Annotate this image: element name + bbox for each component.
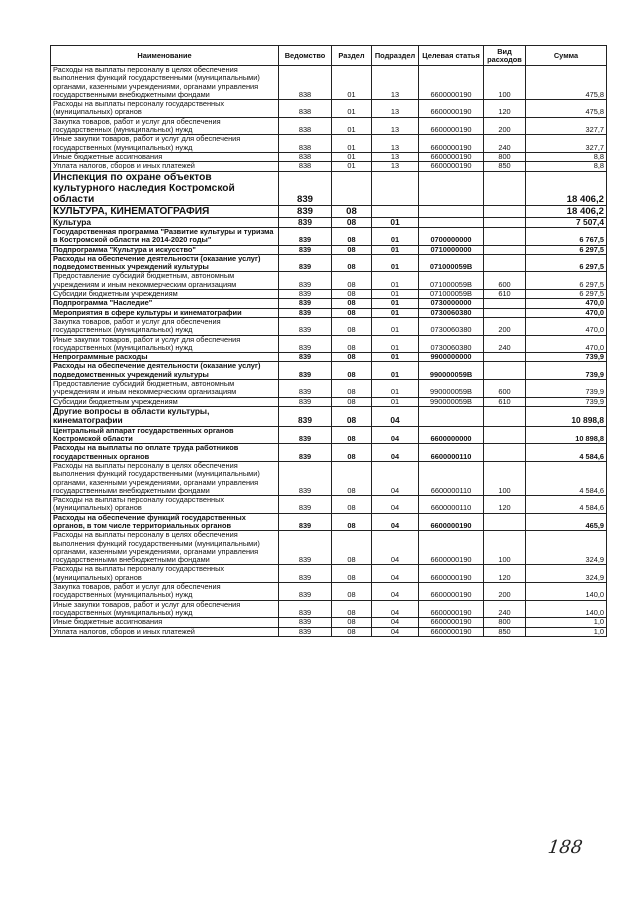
table-row (51, 406, 607, 426)
table-row (51, 380, 607, 398)
row-target-article: 6600000000 (419, 426, 484, 444)
row-podrazdel: 04 (372, 531, 419, 565)
row-target-article: 9900000000 (419, 353, 484, 362)
row-target-article: 6600000190 (419, 618, 484, 627)
row-expense-type (484, 513, 526, 531)
row-name: Мероприятия в сфере культуры и кинематографии (51, 308, 279, 317)
row-vedomstvo: 839 (279, 245, 332, 254)
table-row (51, 513, 607, 531)
table-row (51, 245, 607, 254)
row-razdel: 08 (332, 308, 372, 317)
row-razdel: 01 (332, 135, 372, 153)
row-podrazdel: 04 (372, 565, 419, 583)
row-expense-type: 100 (484, 461, 526, 495)
table-row (51, 299, 607, 308)
row-razdel: 08 (332, 496, 372, 514)
row-target-article: 0700000000 (419, 227, 484, 245)
row-podrazdel (372, 205, 419, 217)
row-target-article: 6600000190 (419, 627, 484, 636)
row-podrazdel: 01 (372, 272, 419, 290)
row-amount: 1,0 (526, 627, 607, 636)
header-amount: Сумма (526, 46, 607, 66)
row-expense-type: 850 (484, 627, 526, 636)
row-expense-type: 120 (484, 496, 526, 514)
row-podrazdel: 04 (372, 496, 419, 514)
row-expense-type: 240 (484, 135, 526, 153)
table-row (51, 335, 607, 353)
row-name: Иные закупки товаров, работ и услуг для обеспечения государственных (муниципальных) нужд (51, 135, 279, 153)
row-amount: 324,9 (526, 565, 607, 583)
row-target-article (419, 406, 484, 426)
table-row (51, 272, 607, 290)
row-razdel: 08 (332, 290, 372, 299)
row-razdel: 01 (332, 162, 372, 171)
row-expense-type: 610 (484, 290, 526, 299)
row-vedomstvo: 839 (279, 618, 332, 627)
row-amount: 1,0 (526, 618, 607, 627)
row-razdel: 08 (332, 513, 372, 531)
row-expense-type (484, 171, 526, 205)
row-podrazdel: 01 (372, 317, 419, 335)
row-podrazdel (372, 171, 419, 205)
row-name: Государственная программа "Развитие культуры и туризма в Костромской области на 2014-2020 годы" (51, 227, 279, 245)
row-vedomstvo: 839 (279, 600, 332, 618)
row-vedomstvo: 839 (279, 406, 332, 426)
row-name: Предоставление субсидий бюджетным, автономным учреждениям и иным некоммерческим организациям (51, 272, 279, 290)
row-name: Иные бюджетные ассигнования (51, 618, 279, 627)
row-amount: 140,0 (526, 583, 607, 601)
row-amount: 470,0 (526, 317, 607, 335)
row-vedomstvo: 838 (279, 152, 332, 161)
table-row (51, 162, 607, 171)
row-expense-type: 600 (484, 380, 526, 398)
row-amount: 18 406,2 (526, 205, 607, 217)
row-target-article (419, 217, 484, 227)
row-amount: 739,9 (526, 362, 607, 380)
row-target-article: 990000059В (419, 380, 484, 398)
table-row (51, 171, 607, 205)
row-podrazdel: 01 (372, 254, 419, 272)
row-target-article: 0710000000 (419, 245, 484, 254)
row-amount: 6 297,5 (526, 290, 607, 299)
row-razdel: 08 (332, 600, 372, 618)
row-podrazdel: 01 (372, 308, 419, 317)
row-razdel: 08 (332, 380, 372, 398)
row-vedomstvo: 838 (279, 66, 332, 100)
table-row (51, 461, 607, 495)
row-name: Закупка товаров, работ и услуг для обеспечения государственных (муниципальных) нужд (51, 583, 279, 601)
row-target-article: 0730060380 (419, 335, 484, 353)
table-row (51, 117, 607, 135)
table-row (51, 217, 607, 227)
row-amount: 6 767,5 (526, 227, 607, 245)
row-razdel: 08 (332, 205, 372, 217)
row-expense-type (484, 217, 526, 227)
table-row (51, 426, 607, 444)
row-razdel: 08 (332, 272, 372, 290)
table-row (51, 444, 607, 462)
row-vedomstvo: 839 (279, 308, 332, 317)
row-amount: 4 584,6 (526, 496, 607, 514)
row-vedomstvo: 839 (279, 444, 332, 462)
row-podrazdel: 01 (372, 245, 419, 254)
row-podrazdel: 01 (372, 290, 419, 299)
page-number: 188 (546, 837, 584, 858)
row-amount: 6 297,5 (526, 272, 607, 290)
row-razdel: 08 (332, 531, 372, 565)
row-expense-type (484, 245, 526, 254)
row-name: Непрограммные расходы (51, 353, 279, 362)
row-target-article: 6600000110 (419, 461, 484, 495)
table-row (51, 205, 607, 217)
table-row (51, 496, 607, 514)
row-vedomstvo: 838 (279, 162, 332, 171)
row-amount: 327,7 (526, 135, 607, 153)
row-amount: 324,9 (526, 531, 607, 565)
row-expense-type: 800 (484, 152, 526, 161)
row-amount: 8,8 (526, 162, 607, 171)
row-target-article: 6600000190 (419, 531, 484, 565)
row-podrazdel: 13 (372, 66, 419, 100)
row-razdel: 08 (332, 406, 372, 426)
row-amount: 10 898,8 (526, 426, 607, 444)
row-target-article: 6600000190 (419, 152, 484, 161)
header-name: Наименование (51, 46, 279, 66)
row-podrazdel: 13 (372, 100, 419, 118)
row-razdel: 08 (332, 362, 372, 380)
table-row (51, 135, 607, 153)
row-name: Подпрограмма "Культура и искусство" (51, 245, 279, 254)
table-row (51, 618, 607, 627)
row-expense-type (484, 227, 526, 245)
row-razdel: 08 (332, 565, 372, 583)
row-target-article: 6600000190 (419, 162, 484, 171)
row-razdel: 08 (332, 353, 372, 362)
row-podrazdel: 01 (372, 217, 419, 227)
row-name: Иные бюджетные ассигнования (51, 152, 279, 161)
row-expense-type (484, 308, 526, 317)
table-row (51, 565, 607, 583)
row-podrazdel: 04 (372, 444, 419, 462)
row-target-article: 0730000000 (419, 299, 484, 308)
row-vedomstvo: 839 (279, 426, 332, 444)
row-podrazdel: 04 (372, 406, 419, 426)
table-row (51, 531, 607, 565)
row-razdel: 08 (332, 618, 372, 627)
row-razdel: 08 (332, 444, 372, 462)
row-razdel: 08 (332, 426, 372, 444)
header-podrazdel: Подраздел (372, 46, 419, 66)
row-podrazdel: 01 (372, 353, 419, 362)
row-amount: 140,0 (526, 600, 607, 618)
table-row (51, 397, 607, 406)
row-podrazdel: 04 (372, 461, 419, 495)
row-podrazdel: 13 (372, 162, 419, 171)
row-name: Закупка товаров, работ и услуг для обеспечения государственных (муниципальных) нужд (51, 117, 279, 135)
row-name: Закупка товаров, работ и услуг для обеспечения государственных (муниципальных) нужд (51, 317, 279, 335)
row-expense-type: 100 (484, 66, 526, 100)
table-row (51, 227, 607, 245)
row-vedomstvo: 839 (279, 362, 332, 380)
row-expense-type: 610 (484, 397, 526, 406)
row-vedomstvo: 839 (279, 531, 332, 565)
table-body (51, 66, 607, 637)
row-podrazdel: 04 (372, 513, 419, 531)
row-expense-type (484, 353, 526, 362)
row-name: Расходы на выплаты персоналу в целях обеспечения выполнения функций государственными (муниципальными) органами, казенными учреждениями, органами управления государственными внебюджетными фондами (51, 531, 279, 565)
row-amount: 7 507,4 (526, 217, 607, 227)
row-expense-type: 240 (484, 335, 526, 353)
row-target-article: 990000059В (419, 362, 484, 380)
row-amount: 739,9 (526, 397, 607, 406)
row-expense-type (484, 299, 526, 308)
row-target-article (419, 171, 484, 205)
row-razdel: 08 (332, 245, 372, 254)
row-vedomstvo: 839 (279, 254, 332, 272)
row-name: Субсидии бюджетным учреждениям (51, 397, 279, 406)
row-vedomstvo: 839 (279, 627, 332, 636)
row-target-article: 6600000190 (419, 565, 484, 583)
row-vedomstvo: 839 (279, 353, 332, 362)
row-razdel: 01 (332, 66, 372, 100)
header-expense-type: Вид расходов (484, 46, 526, 66)
table-row (51, 600, 607, 618)
row-target-article: 6600000190 (419, 513, 484, 531)
row-name: Расходы на выплаты персоналу в целях обеспечения выполнения функций государственными (муниципальными) органами, казенными учреждениями, органами управления государственными внебюджетными фондами (51, 66, 279, 100)
header-razdel: Раздел (332, 46, 372, 66)
row-vedomstvo: 839 (279, 171, 332, 205)
row-target-article: 6600000190 (419, 100, 484, 118)
row-name: Подпрограмма "Наследие" (51, 299, 279, 308)
row-razdel: 08 (332, 627, 372, 636)
row-amount: 475,8 (526, 100, 607, 118)
row-name: Инспекция по охране объектов культурного наследия Костромской области (51, 171, 279, 205)
row-target-article: 071000059В (419, 290, 484, 299)
row-razdel: 08 (332, 317, 372, 335)
row-name: Уплата налогов, сборов и иных платежей (51, 627, 279, 636)
row-expense-type: 200 (484, 583, 526, 601)
row-name: Центральный аппарат государственных органов Костромской области (51, 426, 279, 444)
row-amount: 10 898,8 (526, 406, 607, 426)
row-podrazdel: 13 (372, 135, 419, 153)
row-razdel: 08 (332, 217, 372, 227)
row-podrazdel: 04 (372, 426, 419, 444)
row-vedomstvo: 839 (279, 397, 332, 406)
row-amount: 475,8 (526, 66, 607, 100)
row-vedomstvo: 839 (279, 299, 332, 308)
row-expense-type: 850 (484, 162, 526, 171)
row-name: Предоставление субсидий бюджетным, автономным учреждениям и иным некоммерческим организациям (51, 380, 279, 398)
row-name: Культура (51, 217, 279, 227)
row-expense-type: 120 (484, 100, 526, 118)
row-razdel: 01 (332, 100, 372, 118)
row-vedomstvo: 839 (279, 335, 332, 353)
row-vedomstvo: 839 (279, 290, 332, 299)
row-target-article: 6600000110 (419, 444, 484, 462)
row-vedomstvo: 839 (279, 380, 332, 398)
row-target-article: 6600000190 (419, 66, 484, 100)
row-name: Иные закупки товаров, работ и услуг для обеспечения государственных (муниципальных) нужд (51, 335, 279, 353)
row-razdel: 08 (332, 335, 372, 353)
row-target-article: 0730060380 (419, 317, 484, 335)
row-name: Расходы на выплаты персоналу государственных (муниципальных) органов (51, 100, 279, 118)
row-vedomstvo: 839 (279, 217, 332, 227)
header-vedomstvo: Ведомство (279, 46, 332, 66)
row-vedomstvo: 839 (279, 461, 332, 495)
row-target-article: 0730060380 (419, 308, 484, 317)
row-name: Другие вопросы в области культуры, кинематографии (51, 406, 279, 426)
row-podrazdel: 04 (372, 583, 419, 601)
row-target-article: 6600000190 (419, 135, 484, 153)
row-name: Уплата налогов, сборов и иных платежей (51, 162, 279, 171)
row-amount: 8,8 (526, 152, 607, 161)
row-expense-type (484, 205, 526, 217)
row-vedomstvo: 839 (279, 227, 332, 245)
row-vedomstvo: 839 (279, 317, 332, 335)
row-name: Расходы на обеспечение деятельности (оказание услуг) подведомственных учреждений культуры (51, 362, 279, 380)
row-podrazdel: 13 (372, 117, 419, 135)
row-podrazdel: 04 (372, 600, 419, 618)
row-amount: 6 297,5 (526, 245, 607, 254)
row-amount: 6 297,5 (526, 254, 607, 272)
table-row (51, 100, 607, 118)
row-podrazdel: 01 (372, 335, 419, 353)
row-expense-type: 800 (484, 618, 526, 627)
row-name: Расходы на выплаты персоналу государственных (муниципальных) органов (51, 496, 279, 514)
row-target-article: 990000059В (419, 397, 484, 406)
table-row (51, 627, 607, 636)
row-target-article: 6600000190 (419, 583, 484, 601)
row-expense-type (484, 362, 526, 380)
row-name: Расходы на обеспечение деятельности (оказание услуг) подведомственных учреждений культуры (51, 254, 279, 272)
row-expense-type: 600 (484, 272, 526, 290)
row-amount: 470,0 (526, 335, 607, 353)
row-target-article: 071000059В (419, 254, 484, 272)
row-razdel: 08 (332, 254, 372, 272)
row-expense-type: 200 (484, 117, 526, 135)
row-vedomstvo: 838 (279, 117, 332, 135)
row-podrazdel: 01 (372, 397, 419, 406)
row-amount: 739,9 (526, 380, 607, 398)
row-razdel: 08 (332, 227, 372, 245)
row-vedomstvo: 839 (279, 583, 332, 601)
row-vedomstvo: 839 (279, 496, 332, 514)
row-target-article: 6600000190 (419, 600, 484, 618)
row-target-article: 6600000190 (419, 117, 484, 135)
row-razdel (332, 171, 372, 205)
row-amount: 470,0 (526, 299, 607, 308)
row-razdel: 08 (332, 461, 372, 495)
row-vedomstvo: 839 (279, 513, 332, 531)
row-expense-type (484, 406, 526, 426)
header-target-article: Целевая статья (419, 46, 484, 66)
row-expense-type (484, 254, 526, 272)
row-name: Расходы на обеспечение функций государственных органов, в том числе территориальных органов (51, 513, 279, 531)
row-razdel: 08 (332, 583, 372, 601)
budget-table (50, 45, 607, 637)
row-amount: 470,0 (526, 308, 607, 317)
row-podrazdel: 01 (372, 362, 419, 380)
table-header-row (51, 46, 607, 66)
table-row (51, 362, 607, 380)
row-name: КУЛЬТУРА, КИНЕМАТОГРАФИЯ (51, 205, 279, 217)
row-amount: 18 406,2 (526, 171, 607, 205)
row-vedomstvo: 838 (279, 100, 332, 118)
row-name: Расходы на выплаты персоналу в целях обеспечения выполнения функций государственными (муниципальными) органами, казенными учреждениями, органами управления государственными внебюджетными фондами (51, 461, 279, 495)
table-row (51, 66, 607, 100)
row-target-article: 6600000110 (419, 496, 484, 514)
row-amount: 327,7 (526, 117, 607, 135)
row-amount: 465,9 (526, 513, 607, 531)
row-name: Расходы на выплаты персоналу государственных (муниципальных) органов (51, 565, 279, 583)
row-target-article (419, 205, 484, 217)
row-razdel: 01 (332, 152, 372, 161)
row-expense-type (484, 444, 526, 462)
row-amount: 4 584,6 (526, 444, 607, 462)
row-podrazdel: 13 (372, 152, 419, 161)
row-podrazdel: 01 (372, 299, 419, 308)
row-podrazdel: 01 (372, 227, 419, 245)
row-expense-type: 200 (484, 317, 526, 335)
row-expense-type: 240 (484, 600, 526, 618)
row-name: Субсидии бюджетным учреждениям (51, 290, 279, 299)
row-vedomstvo: 839 (279, 272, 332, 290)
row-podrazdel: 01 (372, 380, 419, 398)
row-name: Иные закупки товаров, работ и услуг для обеспечения государственных (муниципальных) нужд (51, 600, 279, 618)
row-podrazdel: 04 (372, 618, 419, 627)
row-vedomstvo: 839 (279, 565, 332, 583)
table-row (51, 317, 607, 335)
row-expense-type: 100 (484, 531, 526, 565)
row-name: Расходы на выплаты по оплате труда работников государственных органов (51, 444, 279, 462)
row-razdel: 08 (332, 397, 372, 406)
row-vedomstvo: 838 (279, 135, 332, 153)
row-expense-type (484, 426, 526, 444)
row-target-article: 071000059В (419, 272, 484, 290)
row-amount: 739,9 (526, 353, 607, 362)
row-razdel: 08 (332, 299, 372, 308)
table-row (51, 583, 607, 601)
row-expense-type: 120 (484, 565, 526, 583)
row-vedomstvo: 839 (279, 205, 332, 217)
row-podrazdel: 04 (372, 627, 419, 636)
table-row (51, 254, 607, 272)
row-amount: 4 584,6 (526, 461, 607, 495)
row-razdel: 01 (332, 117, 372, 135)
